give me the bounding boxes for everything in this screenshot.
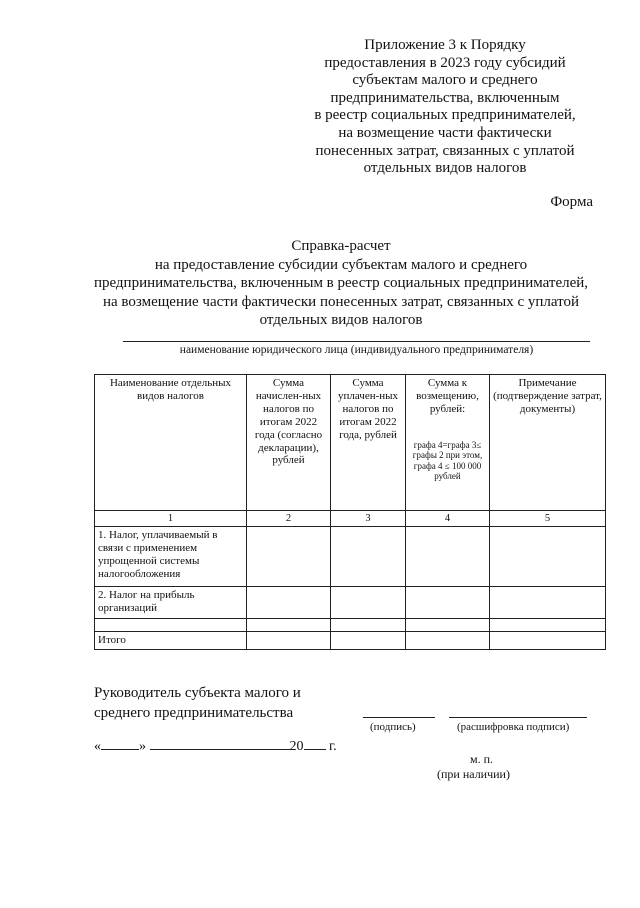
entity-name-caption: наименование юридического лица (индивидуального предпринимателя) [179,344,534,356]
cell-note[interactable] [490,587,606,619]
table-row [95,619,606,632]
signature-decode-field[interactable] [449,717,587,718]
date-day-field[interactable] [101,735,139,750]
cell-paid[interactable] [331,587,406,619]
date-year-field[interactable] [304,735,326,750]
signature-caption: (подпись) [370,721,416,733]
cell-empty[interactable] [331,619,406,632]
row-label-total: Итого [95,632,247,650]
appendix-block [300,37,590,178]
cell-empty[interactable] [490,619,606,632]
cell-note[interactable] [490,527,606,587]
title-line: на возмещение части фактически понесенных затрат, связанных с уплатой [102,293,580,310]
column-number: 3 [331,511,406,527]
cell-total-refund[interactable] [406,632,490,650]
header-accrued: Сумма начислен-ных налогов по итогам 2022 года (согласно декларации), рублей [247,375,331,511]
appendix-line: предпринимательства, включенным [330,89,560,106]
column-number: 5 [490,511,606,527]
table-row [95,587,606,619]
title-line: на предоставление субсидии субъектам малого и среднего [154,256,528,273]
document-title [60,237,622,330]
date-year-suffix: г. [329,739,337,754]
column-number: 4 [406,511,490,527]
cell-accrued[interactable] [247,527,331,587]
date-row [94,735,337,755]
total-row [95,632,606,650]
stamp-note: (при наличии) [437,767,510,781]
title-line: отдельных видов налогов [259,312,423,329]
form-label: Форма [550,194,593,210]
date-year-prefix: 20 [289,739,304,754]
header-paid: Сумма уплачен-ных налогов по итогам 2022 года, рублей [331,375,406,511]
appendix-line: в реестр социальных предпринимателей, [314,107,576,124]
entity-name-field[interactable] [123,341,590,342]
cell-total-paid[interactable] [331,632,406,650]
title-line: Справка-расчет [291,238,391,254]
cell-total-accrued[interactable] [247,632,331,650]
signature-decode-caption: (расшифровка подписи) [457,721,570,733]
table-row [95,527,606,587]
date-open-quote: « [94,739,101,754]
date-month-field[interactable] [150,735,290,750]
appendix-line: на возмещение части фактически [338,124,552,141]
signature-field[interactable] [363,717,435,718]
appendix-line: субъектам малого и среднего [352,72,538,89]
title-line: предпринимательства, включенным в реестр социальных предпринимателей, [93,275,589,292]
header-refund-label: Сумма к возмещению, рублей: [416,377,479,415]
column-number: 2 [247,511,331,527]
cell-refund[interactable] [406,587,490,619]
appendix-line: предоставления в 2023 году субсидий [324,54,566,71]
table-header-row [95,375,606,511]
cell-empty[interactable] [247,619,331,632]
cell-refund[interactable] [406,527,490,587]
cell-paid[interactable] [331,527,406,587]
header-tax-type: Наименование отдельных видов налогов [95,375,247,511]
cell-empty[interactable] [95,619,247,632]
appendix-line: Приложение 3 к Порядку [364,37,526,53]
header-refund-note: графа 4=графа 3≤ графы 2 при этом, графа 4 ≤ 100 000 рублей [412,439,483,482]
head-title-line: Руководитель субъекта малого и [94,685,301,701]
header-refund [406,375,490,511]
cell-total-note[interactable] [490,632,606,650]
column-number-row [95,511,606,527]
appendix-line: отдельных видов налогов [363,160,527,177]
column-number: 1 [95,511,247,527]
calculation-table [94,374,606,650]
row-label-profit-tax: 2. Налог на прибыль организаций [95,587,247,619]
head-title [94,684,301,723]
header-note: Примечание (подтверждение затрат, документы) [490,375,606,511]
cell-accrued[interactable] [247,587,331,619]
row-label-simplified-tax: 1. Налог, уплачиваемый в связи с применением упрощенной системы налогообложения [95,527,247,587]
stamp-label: м. п. [470,752,494,766]
appendix-line: понесенных затрат, связанных с уплатой [315,142,575,159]
cell-empty[interactable] [406,619,490,632]
date-close-quote: » [139,739,146,754]
head-title-line: среднего предпринимательства [94,704,294,721]
